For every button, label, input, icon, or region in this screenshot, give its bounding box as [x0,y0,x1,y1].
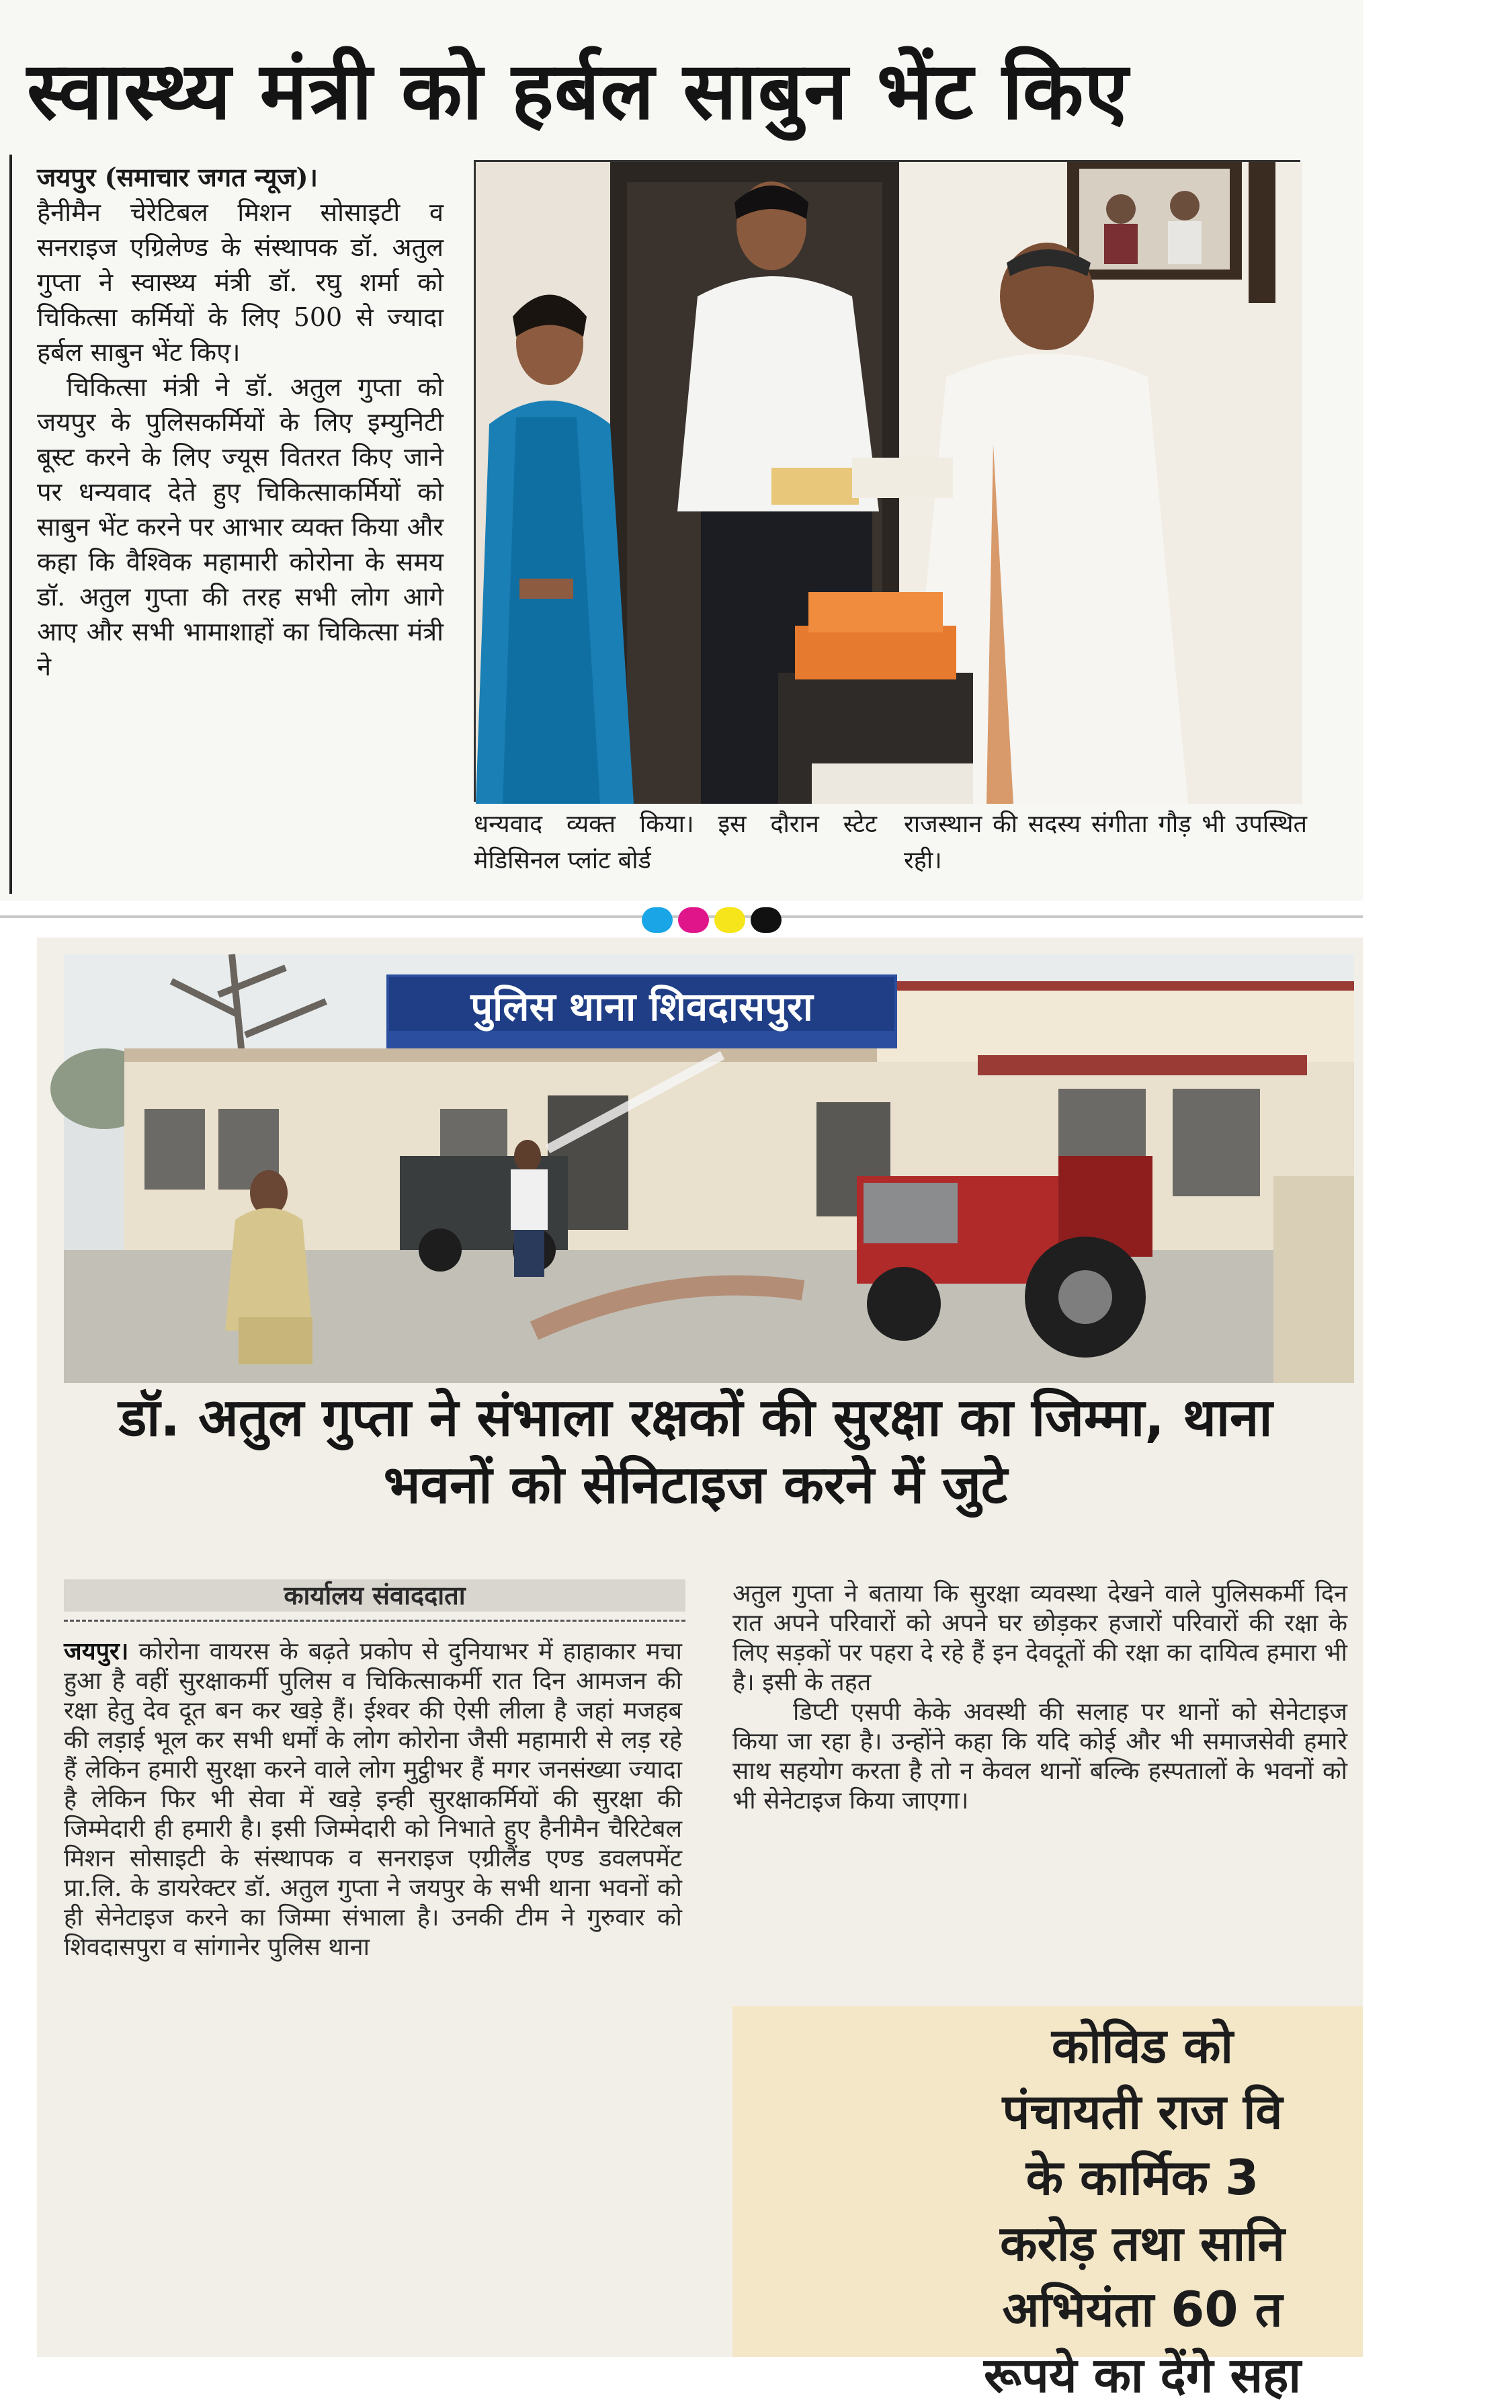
related-story-line: करोड़ तथा सानि [1000,2215,1285,2272]
clipping-herbal-soap [0,0,1363,901]
soap-presentation-photo [476,162,1302,804]
related-story-headline [773,2013,1512,2408]
clipping2-headline: डॉ. अतुल गुप्ता ने संभाला रक्षकों की सुरक्षा का जिम्मा, थाना भवनों को सेनिटाइज करने में जुटे [118,1388,1273,1516]
yellow-registration-dot [714,907,745,933]
clipping-sanitization [37,938,1363,2403]
clipping1-paragraph-1: हैनीमैन चेरेटिबल मिशन सोसाइटी व सनराइज एग्रिलेण्ड के संस्थापक डॉ. अतुल गुप्ता ने स्वास्थ्य मंत्री डॉ. रघु शर्मा को चिकित्सा कर्मियों के लिए 500 से ज्यादा हर्बल साबुन भेंट किए। [37,198,444,367]
clipping2-column-1 [64,1636,682,2357]
related-story-line: के कार्मिक 3 [1025,2149,1259,2206]
clipping2-column-2-para-2: डिप्टी एसपी केके अवस्थी की सलाह पर थानों को सेनेटाइज किया जा रहा है। उन्होंने कहा कि यदि कोई और भी समाजसेवी हमारे साथ सहयोग करता है तो न केवल थानों बल्कि हस्पतालों के भवनों को भी सेनेटाइज किया जाएगा। [732,1698,1347,1815]
clipping1-text-column [37,160,444,903]
police-station-sanitizing-photo [64,954,1354,1383]
column-rule [9,155,12,894]
print-registration-marks [642,907,796,933]
signboard-text: पुलिस थाना शिवदासपुरा [470,984,813,1030]
clipping1-dateline: जयपुर (समाचार जगत न्यूज)। [37,162,318,192]
clipping2-column-2 [732,1579,1347,1996]
clipping1-photo [474,160,1300,802]
related-story-line: कोविड को [1051,2018,1234,2074]
related-story-box [732,2006,1363,2403]
clipping2-column-1-body: कोरोना वायरस के बढ़ते प्रकोप से दुनियाभर में हाहाकार मचा हुआ है वहीं सुरक्षाकर्मी पुलिस व चिकित्साकर्मी रात दिन आमजन की रक्षा हेतु देव दूत बन कर खड़े हैं। ईश्वर की ऐसी लीला है जहां मजहब की लड़ाई भूल कर सभी धर्मों के लोग कोरोना जैसी महामारी से लड़ रहे हैं लेकिन हमारी सुरक्षा करने वाले लोग मुट्ठीभर हैं मगर जनसंख्या ज्यादा है लेकिन फिर भी सेवा में खड़े इन्ही सुरक्षाकर्मियों की सुरक्षा की जिम्मेदारी ही हमारी है। इसी जिम्मेदारी को निभाते हुए हैनीमैन चैरिटेबल मिशन सोसाइटी के संस्थापक व सनराइज एग्रीलैंड एण्ड डवलपमेंट प्रा.लि. के डायरेक्टर डॉ. अतुल गुप्ता ने जयपुर के सभी थाना भवनों को ही सेनेटाइज करने का जिम्मा संभाला है। उनकी टीम ने गुरुवार को शिवदासपुरा व सांगानेर पुलिस थाना [64,1638,682,1961]
clipping1-paragraph-2: चिकित्सा मंत्री ने डॉ. अतुल गुप्ता को जयपुर के पुलिसकर्मियों के लिए इम्युनिटी बूस्ट करने के लिए ज्यूस वितरत किए जाने पर धन्यवाद देते हुए चिकित्साकर्मियों को साबुन भेंट करने पर आभार व्यक्त किया और कहा कि वैश्विक महामारी कोरोना के समय डॉ. अतुल गुप्ता की तरह सभी लोग आगे आए और सभी भामाशाहों का चिकित्सा मंत्री ने [37,372,444,681]
related-story-line: रूपये का देंगे सहा [983,2347,1302,2403]
byline-dotted-rule [64,1620,685,1622]
clipping1-continuation-b: राजस्थान की सदस्य संगीता गौड़ भी उपस्थित रही। [904,811,1307,874]
clipping2-byline: कार्यालय संवाददाता [64,1579,685,1612]
black-registration-dot [751,907,782,933]
related-story-line: पंचायती राज वि [1002,2083,1283,2140]
clipping2-column-2-para-1: अतुल गुप्ता ने बताया कि सुरक्षा व्यवस्था देखने वाले पुलिसकर्मी दिन रात अपने परिवारों को अपने घर छोड़कर हजारों परिवारों की रक्षा के लिए सड़कों पर पहरा दे रहे हैं इन देवदूतों की रक्षा का दायित्व हमारा भी है। इसी के तहत [732,1580,1347,1696]
related-story-line: अभियंता 60 त [1002,2281,1283,2337]
clipping1-continuation-a: धन्यवाद व्यक्त किया। इस दौरान स्टेट मेडिसिनल प्लांट बोर्ड [474,811,877,874]
clipping2-dateline: जयपुर। [64,1637,129,1665]
clipping2-photo [64,954,1354,1383]
cyan-registration-dot [642,907,673,933]
magenta-registration-dot [678,907,709,933]
clipping1-headline: स्वास्थ्य मंत्री को हर्बल साबुन भेंट किए [27,44,1129,137]
